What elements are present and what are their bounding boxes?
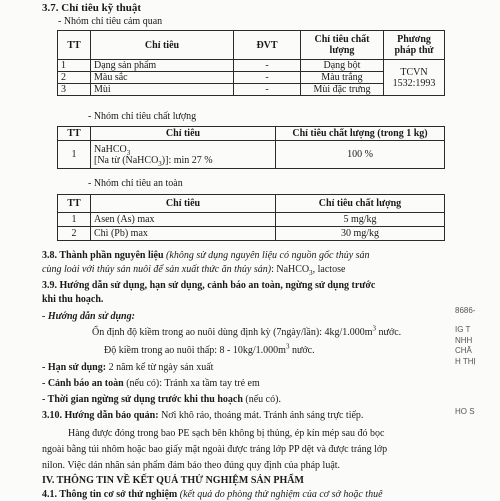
col-criterion: Chỉ tiêu — [91, 195, 276, 213]
safety-table — [57, 194, 445, 241]
cell-criterion: Màu sắc — [91, 72, 234, 84]
cell-criterion: NaHCO$_3$ [Na từ (NaHCO$_3$)]: min 27 % — [91, 141, 276, 169]
group-safety-label: - Nhóm chỉ tiêu an toàn — [88, 178, 183, 189]
storage-instructions: 3.10. Hướng dẫn bảo quản: Nơi khô ráo, thoáng mát. Tránh ánh sáng trực tiếp. — [42, 410, 364, 421]
col-quality: Chỉ tiêu chất lượng — [276, 195, 445, 213]
cell-quality: 30 mg/kg — [276, 227, 445, 241]
stamp-text-3: NHH — [455, 336, 473, 345]
quality-table — [57, 126, 445, 169]
usage-line-2: Độ kiềm trong ao nuôi thấp: $8 - 10kg/1.000m^3$ nước. — [104, 342, 315, 356]
heading-3-9-line2: khi thu hoạch. — [42, 294, 104, 305]
cell-unit: - — [234, 60, 301, 72]
shelf-life: - Hạn sử dụng: 2 năm kể từ ngày sản xuất — [42, 362, 214, 373]
section-heading-3-7: 3.7. Chỉ tiêu kỹ thuật — [42, 2, 142, 14]
col-tt: TT — [58, 127, 91, 141]
table-header-row — [58, 127, 445, 141]
stamp-text-4: CHẤ — [455, 346, 472, 355]
col-unit: ĐVT — [234, 31, 301, 60]
col-tt: TT — [58, 195, 91, 213]
packaging-line-2: ngoài bằng túi nhôm hoặc bao giấy mặt ngoài được tráng lớp PP dệt và được tráng lớp — [42, 444, 388, 455]
table-header-row — [58, 31, 445, 60]
table-header-row — [58, 195, 445, 213]
stamp-text-2: IG T — [455, 325, 471, 334]
sensory-table — [57, 30, 445, 96]
cell-unit: - — [234, 84, 301, 96]
cell-criterion: Asen (As) max — [91, 213, 276, 227]
usage-line-1: Ổn định độ kiềm trong ao nuôi dùng định kỳ (7ngày/lần): $4kg/1.000m^3$ nước. — [92, 324, 402, 338]
cell-quality: Dạng bột — [301, 60, 384, 72]
cell-tt: 1 — [58, 60, 91, 72]
col-criterion: Chỉ tiêu — [91, 127, 276, 141]
paragraph-4-1: 4.1. Thông tin cơ sở thử nghiệm (kết quả do phòng thử nghiệm của cơ sở hoặc thuê — [42, 489, 383, 500]
paragraph-3-8-line2: cùng loài với thủy sản nuôi để sản xuất thức ăn thủy sản): NaHCO$_3$, lactose — [42, 264, 346, 277]
cell-quality: Màu trắng — [301, 72, 384, 84]
cell-tt: 2 — [58, 72, 91, 84]
packaging-line-1: Hàng được đóng trong bao PE sạch bên không bị thủng, ép kín mép sau đó bọc — [68, 428, 385, 439]
table-row — [58, 213, 445, 227]
stamp-text-5: H THỊ — [455, 357, 476, 366]
table-row — [58, 141, 445, 169]
cell-quality: 5 mg/kg — [276, 213, 445, 227]
cell-quality: 100 % — [276, 141, 445, 169]
group-sensory-label: - Nhóm chỉ tiêu cảm quan — [58, 16, 163, 27]
heading-3-9-line1: 3.9. Hướng dẫn sử dụng, hạn sử dụng, cảnh báo an toàn, ngừng sử dụng trước — [42, 280, 376, 291]
cell-criterion: Chì (Pb) max — [91, 227, 276, 241]
cell-criterion: Dạng sản phẩm — [91, 60, 234, 72]
col-criterion: Chỉ tiêu — [91, 31, 234, 60]
cell-quality: Mùi đặc trưng — [301, 84, 384, 96]
cell-tt: 1 — [58, 141, 91, 169]
withdrawal-time: - Thời gian ngừng sử dụng trước khi thu hoạch (nếu có). — [42, 394, 281, 405]
packaging-line-3: nilon. Việc dán nhãn sản phẩm đảm bảo theo đúng quy định của pháp luật. — [42, 460, 341, 471]
cell-test-method: TCVN 1532:1993 — [384, 60, 445, 96]
cell-tt: 3 — [58, 84, 91, 96]
cell-unit: - — [234, 72, 301, 84]
table-row — [58, 227, 445, 241]
stamp-text-1: 8686- — [455, 306, 476, 315]
paragraph-3-8-line1: 3.8. Thành phần nguyên liệu (không sử dụng nguyên liệu có nguồn gốc thủy sản — [42, 250, 370, 261]
usage-label: - Hướng dẫn sử dụng: — [42, 311, 135, 322]
safety-warning: - Cảnh báo an toàn (nếu có): Tránh xa tầm tay trẻ em — [42, 378, 260, 389]
cell-tt: 1 — [58, 213, 91, 227]
col-test-method: Phương pháp thử — [384, 31, 445, 60]
stamp-text-6: HO S — [455, 407, 475, 416]
group-quality-label: - Nhóm chỉ tiêu chất lượng — [88, 111, 197, 122]
col-quality: Chỉ tiêu chất lượng — [301, 31, 384, 60]
col-quality: Chỉ tiêu chất lượng (trong 1 kg) — [276, 127, 445, 141]
cell-tt: 2 — [58, 227, 91, 241]
col-tt: TT — [58, 31, 91, 60]
table-row — [58, 60, 445, 72]
cell-criterion: Mùi — [91, 84, 234, 96]
section-iv-heading: IV. THÔNG TIN VỀ KẾT QUẢ THỬ NGHIỆM SẢN PHẨM — [42, 475, 304, 486]
